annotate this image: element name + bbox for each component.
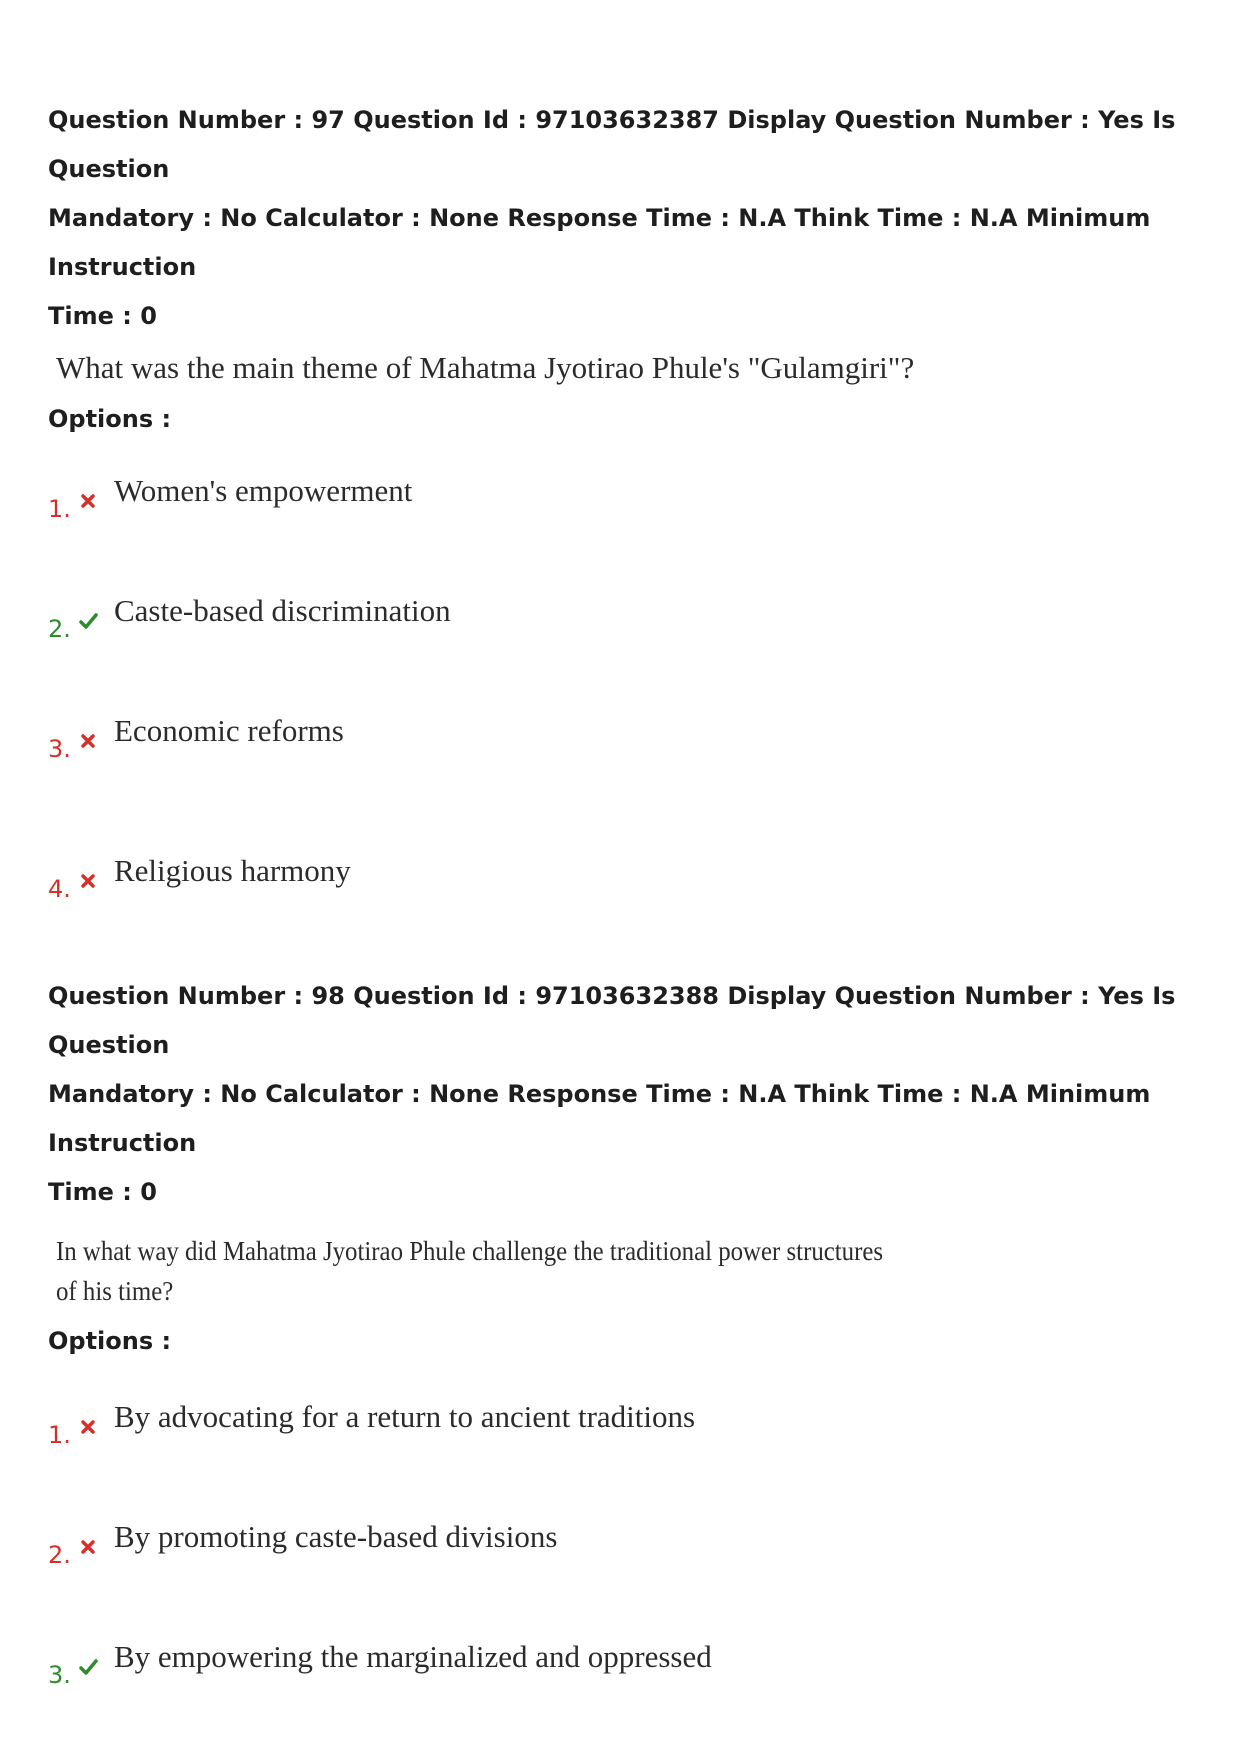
meta-line-1: Question Number : 98 Question Id : 97103632388 Display Question Number : Yes Is Question [48, 982, 1176, 1059]
meta-line-1: Question Number : 97 Question Id : 97103632387 Display Question Number : Yes Is Question [48, 106, 1176, 183]
option-3 [48, 695, 1208, 835]
option-text: By promoting caste-based divisions [114, 1519, 558, 1554]
option-number: 2. [48, 615, 71, 643]
meta-line-2: Mandatory : No Calculator : None Response Time : N.A Think Time : N.A Minimum Instruction [48, 1080, 1151, 1157]
question-text-line-1: In what way did Mahatma Jyotirao Phule challenge the traditional power structures [56, 1236, 884, 1266]
option-number: 4. [48, 875, 71, 903]
option-number: 3. [48, 735, 71, 763]
option-number: 3. [48, 1661, 71, 1689]
option-text: Caste-based discrimination [114, 593, 451, 628]
meta-line-3: Time : 0 [48, 302, 157, 330]
option-1 [48, 455, 1208, 575]
question-98 [48, 972, 1208, 1741]
cross-icon [78, 871, 98, 891]
option-text: Religious harmony [114, 853, 351, 888]
check-icon [78, 611, 98, 631]
cross-icon [78, 1537, 98, 1557]
options-label: Options : [48, 1327, 172, 1355]
cross-icon [78, 1417, 98, 1437]
option-text: By empowering the marginalized and oppressed [114, 1639, 712, 1674]
option-text: By advocating for a return to ancient traditions [114, 1399, 696, 1434]
question-text-line-2: of his time? [56, 1276, 174, 1306]
option-1 [48, 1381, 1208, 1501]
question-text: What was the main theme of Mahatma Jyotirao Phule's "Gulamgiri"? [56, 350, 915, 385]
option-list [48, 1381, 1208, 1741]
option-number: 2. [48, 1541, 71, 1569]
question-meta [48, 96, 1208, 341]
meta-line-3: Time : 0 [48, 1178, 157, 1206]
options-label: Options : [48, 405, 172, 433]
question-97 [48, 96, 1208, 955]
option-list [48, 455, 1208, 955]
option-2 [48, 1501, 1208, 1621]
cross-icon [78, 731, 98, 751]
option-3 [48, 1621, 1208, 1741]
check-icon [78, 1657, 98, 1677]
meta-line-2: Mandatory : No Calculator : None Response Time : N.A Think Time : N.A Minimum Instruction [48, 204, 1151, 281]
option-text: Women's empowerment [114, 473, 413, 508]
option-4 [48, 835, 1208, 955]
option-number: 1. [48, 495, 71, 523]
question-text [56, 1231, 884, 1311]
option-number: 1. [48, 1421, 71, 1449]
question-meta [48, 972, 1208, 1217]
option-text: Economic reforms [114, 713, 344, 748]
cross-icon [78, 491, 98, 511]
option-2 [48, 575, 1208, 695]
